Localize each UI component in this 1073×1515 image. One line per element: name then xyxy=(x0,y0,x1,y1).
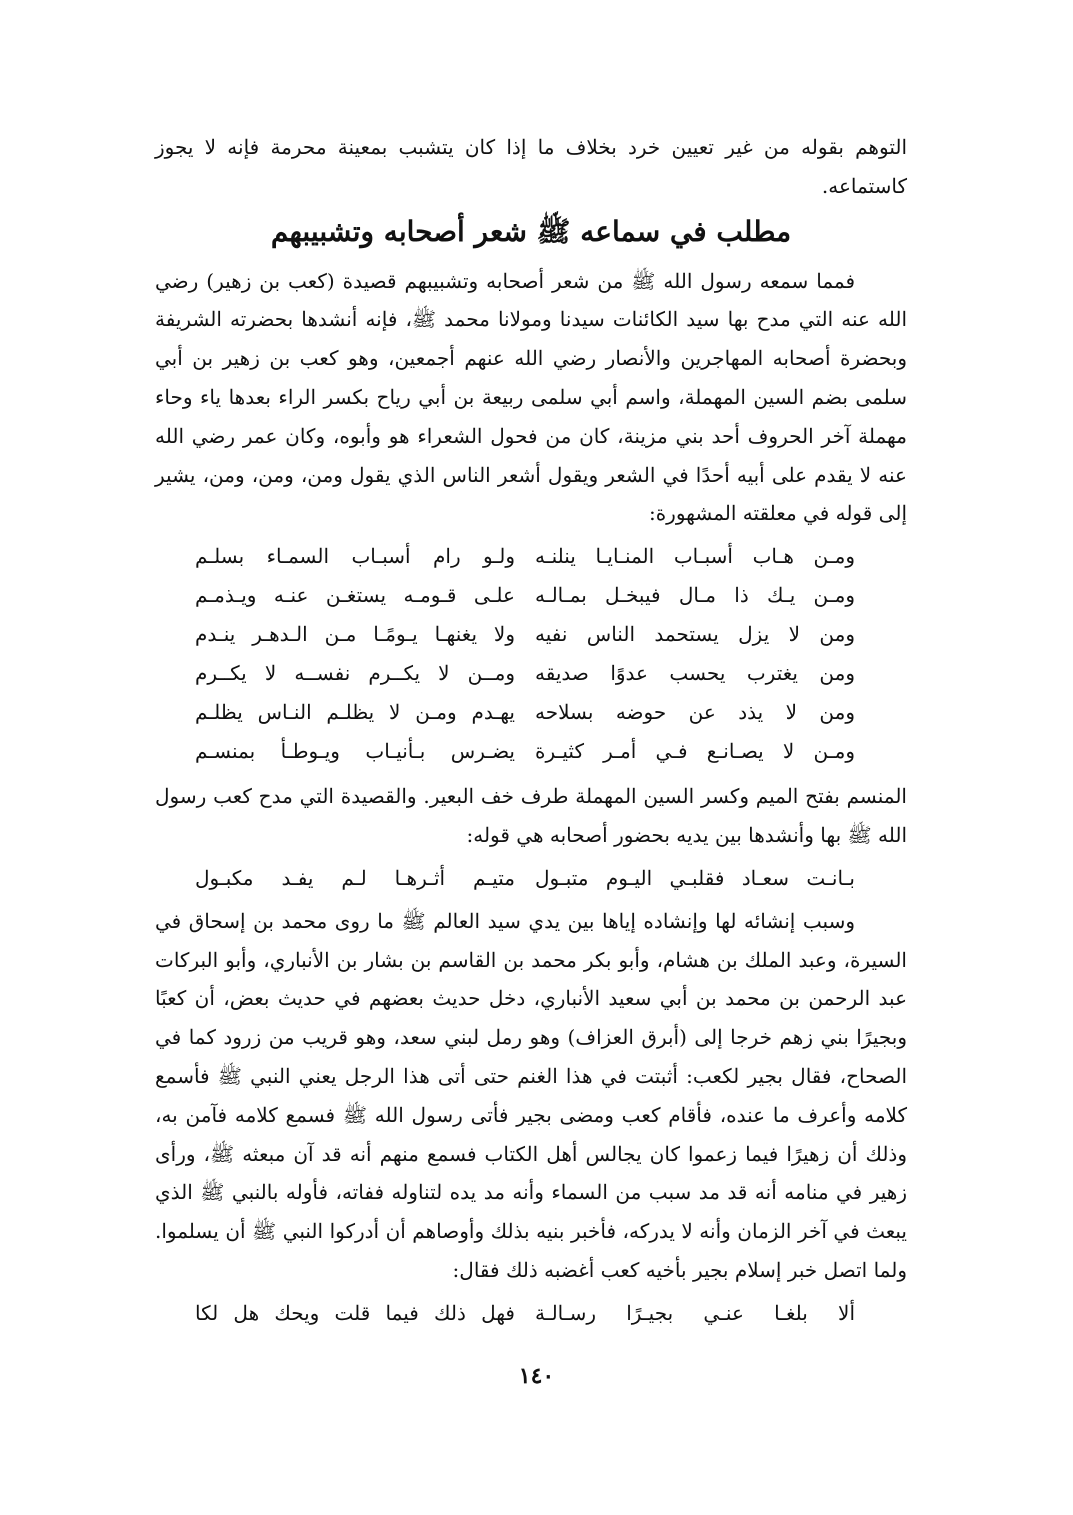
poem-muallaqa xyxy=(155,537,907,771)
verse-first-half: بـانـت سعـاد فقلبـي اليـوم متبـول xyxy=(535,865,855,890)
poem-verse xyxy=(195,654,855,693)
poem-verse xyxy=(195,1294,855,1333)
page-body xyxy=(155,128,907,1337)
poem-verse xyxy=(195,537,855,576)
verse-second-half: علـى قـومـه يستغـن عنـه ويـذمـم xyxy=(195,583,515,608)
verse-second-half: ولا يغنهـا يـومًـا مـن الـدهـر ينـدم xyxy=(195,622,515,647)
verse-first-half: ومـن يـك ذا مـال فيبخـل بمـالـه xyxy=(535,583,855,608)
poem-message xyxy=(155,1294,907,1333)
verse-second-half: ولـو رام أسبـاب السمـاء بسلـم xyxy=(195,544,515,569)
paragraph-story: وسبب إنشائه لها وإنشاده إياها بين يدي سيد العالم ﷺ ما روى محمد بن إسحاق في السيرة، وعبد الملك بن هشام، وأبو بكر محمد بن القاسم بن بشار بن الأنباري، وأبو البركات عبد الرحمن بن محمد بن أبي سعيد الأنباري، دخل حديث بعضهم في حديث بعض، أن كعبًا وبجيرًا بني زهم خرجا إلى (أبرق العزاف) وهو رمل لبني سعد، وهو قريب من زرود كما في الصحاح، فقال بجير لكعب: أثبتت في هذا الغنم حتى أتى هذا الرجل يعني النبي ﷺ فأسمع كلامه وأعرف ما عنده، فأقام كعب ومضى بجير فأتى رسول الله ﷺ فسمع كلامه فآمن به، وذلك أن زهيرًا فيما زعموا كان يجالس أهل الكتاب فسمع منهم أنه قد آن مبعثه ﷺ، ورأى زهير في منامه أنه قد مد سبب من السماء وأنه مد يده لتناوله ففاته، فأوله بالنبي ﷺ الذي يبعث في آخر الزمان وأنه لا يدركه، فأخبر بنيه بذلك وأوصاهم أن أدركوا النبي ﷺ أن يسلموا. ولما اتصل خبر إسلام بجير بأخيه كعب أغضبه ذلك فقال: xyxy=(155,908,907,1282)
verse-first-half: ومن لا يزل يستحمد الناس نفيه xyxy=(535,622,855,647)
poem-verse xyxy=(195,693,855,732)
poem-verse xyxy=(195,859,855,898)
verse-first-half: ومـن هـاب أسبـاب المنـايـا ينلنـه xyxy=(535,544,855,569)
verse-first-half: ومـن لا يصـانـع فـي أمـر كثيـرة xyxy=(535,739,855,764)
verse-second-half: ومــن لا يكــرم نفســه لا يكــرم xyxy=(195,661,515,686)
paragraph-kaab: فمما سمعه رسول الله ﷺ من شعر أصحابه وتشبيبهم قصيدة (كعب بن زهير) رضي الله عنه التي مدح بها سيد الكائنات سيدنا ومولانا محمد ﷺ، فإنه أنشدها بحضرته الشريفة وبحضرة أصحابه المهاجرين والأنصار رضي الله عنهم أجمعين، وهو كعب بن زهير بن أبي سلمى بضم السين المهملة، واسم أبي سلمى ربيعة بن أبي رياح بكسر الراء بعدها ياء وحاء مهملة آخر الحروف أحد بني مزينة، كان من فحول الشعراء هو وأبوه، وكان عمر رضي الله عنه لا يقدم على أبيه أحدًا في الشعر ويقول أشعر الناس الذي يقول ومن، ومن، ومن، يشير إلى قوله في معلقته المشهورة: xyxy=(155,268,907,526)
verse-second-half: يهـدم ومـن لا يظلـم النـاس يظلـم xyxy=(195,700,515,725)
paragraph-mansim: المنسم بفتح الميم وكسر السين المهملة طرف خف البعير. والقصيدة التي مدح كعب رسول الله ﷺ بها وأنشدها بين يديه بحضور أصحابه هي قوله: xyxy=(155,784,907,847)
poem-verse xyxy=(195,576,855,615)
verse-first-half: ومن لا يذد عن حوضه بسلاحه xyxy=(535,700,855,725)
paragraph-intro: التوهم بقوله من غير تعيين خرد بخلاف ما إذا كان يتشبب بمعينة محرمة فإنه لا يجوز كاستماعه. xyxy=(155,135,907,198)
verse-second-half: فهل ذلك فيما قلت ويحك هل لكا xyxy=(195,1300,515,1325)
poem-verse xyxy=(195,615,855,654)
verse-first-half: ألا بلغـا عنـي بجيـرًا رسـالـة xyxy=(535,1300,855,1325)
page-number: ١٤٠ xyxy=(518,1363,555,1389)
verse-second-half: متيـم أثـرهـا لـم يفـد مكبـول xyxy=(195,865,515,890)
verse-second-half: يضـرس بـأنيـاب ويـوطـأ بمنسـم xyxy=(195,739,515,764)
verse-first-half: ومن يغترب يحسب عدوًا صديقه xyxy=(535,661,855,686)
poem-banat-suad xyxy=(155,859,907,898)
section-heading: مطلب في سماعه ﷺ شعر أصحابه وتشبيبهم xyxy=(270,214,792,248)
poem-verse xyxy=(195,732,855,771)
